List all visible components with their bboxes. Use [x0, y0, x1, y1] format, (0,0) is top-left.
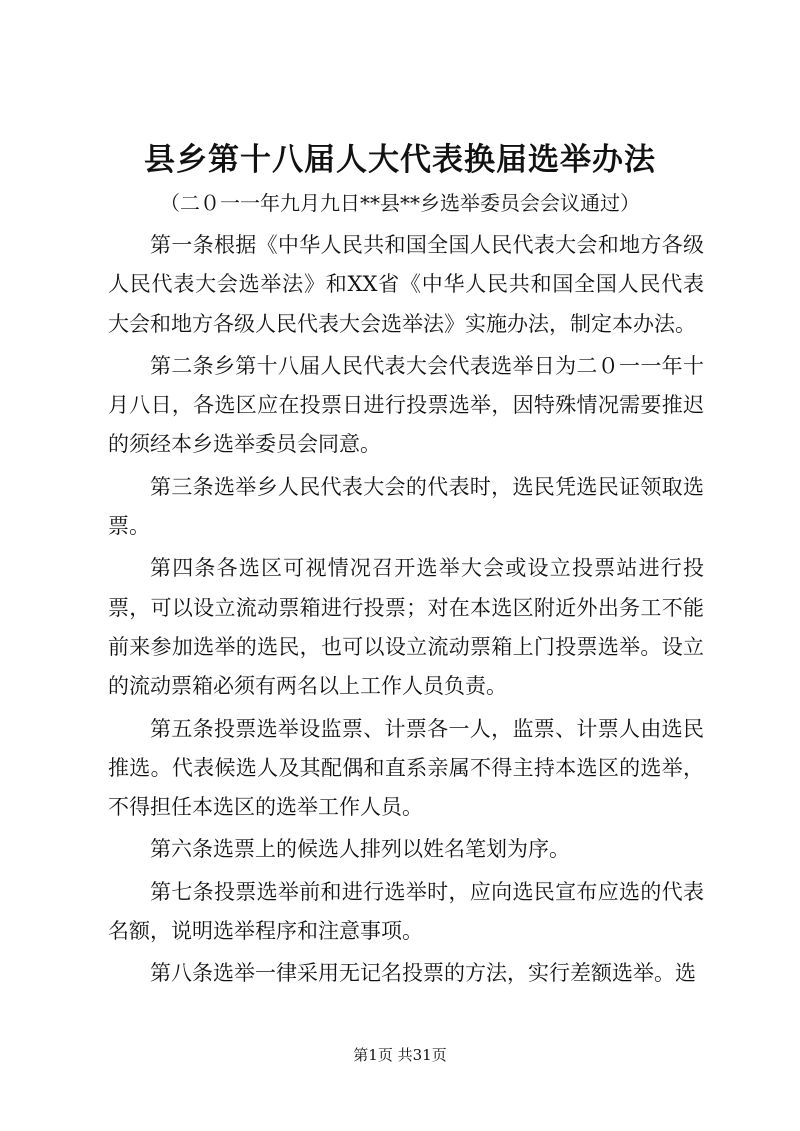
page-number-footer: 第1页 共31页	[353, 1046, 447, 1064]
article-7-paragraph: 第七条投票选举前和进行选举时，应向选民宣布应选的代表名额，说明选举程序和注意事项。	[108, 879, 704, 944]
document-body	[108, 226, 704, 997]
article-6-paragraph: 第六条选票上的候选人排列以姓名笔划为序。	[150, 837, 570, 862]
document-subtitle: （二０一一年九月九日**县**乡选举委员会会议通过）	[160, 191, 640, 215]
document-title: 县乡第十八届人大代表换届选举办法	[144, 142, 656, 178]
article-3-paragraph: 第三条选举乡人民代表大会的代表时，选民凭选民证领取选票。	[108, 474, 704, 539]
article-4-paragraph: 第四条各选区可视情况召开选举大会或设立投票站进行投票，可以设立流动票箱进行投票；对在本选区附近外出务工不能前来参加选举的选民，也可以设立流动票箱上门投票选举。设立的流动票箱必须有两名以上工作人员负责。	[108, 556, 704, 699]
article-2-paragraph: 第二条乡第十八届人民代表大会代表选举日为二０一一年十月八日，各选区应在投票日进行投票选举，因特殊情况需要推迟的须经本乡选举委员会同意。	[108, 353, 704, 457]
article-1-paragraph: 第一条根据《中华人民共和国全国人民代表大会和地方各级人民代表大会选举法》和XX省《中华人民共和国全国人民代表大会和地方各级人民代表大会选举法》实施办法，制定本办法。	[108, 233, 704, 336]
article-5-paragraph: 第五条投票选举设监票、计票各一人，监票、计票人由选民推选。代表候选人及其配偶和直系亲属不得主持本选区的选举，不得担任本选区的选举工作人员。	[108, 716, 704, 820]
article-8-paragraph: 第八条选举一律采用无记名投票的方法，实行差额选举。选	[150, 961, 696, 986]
